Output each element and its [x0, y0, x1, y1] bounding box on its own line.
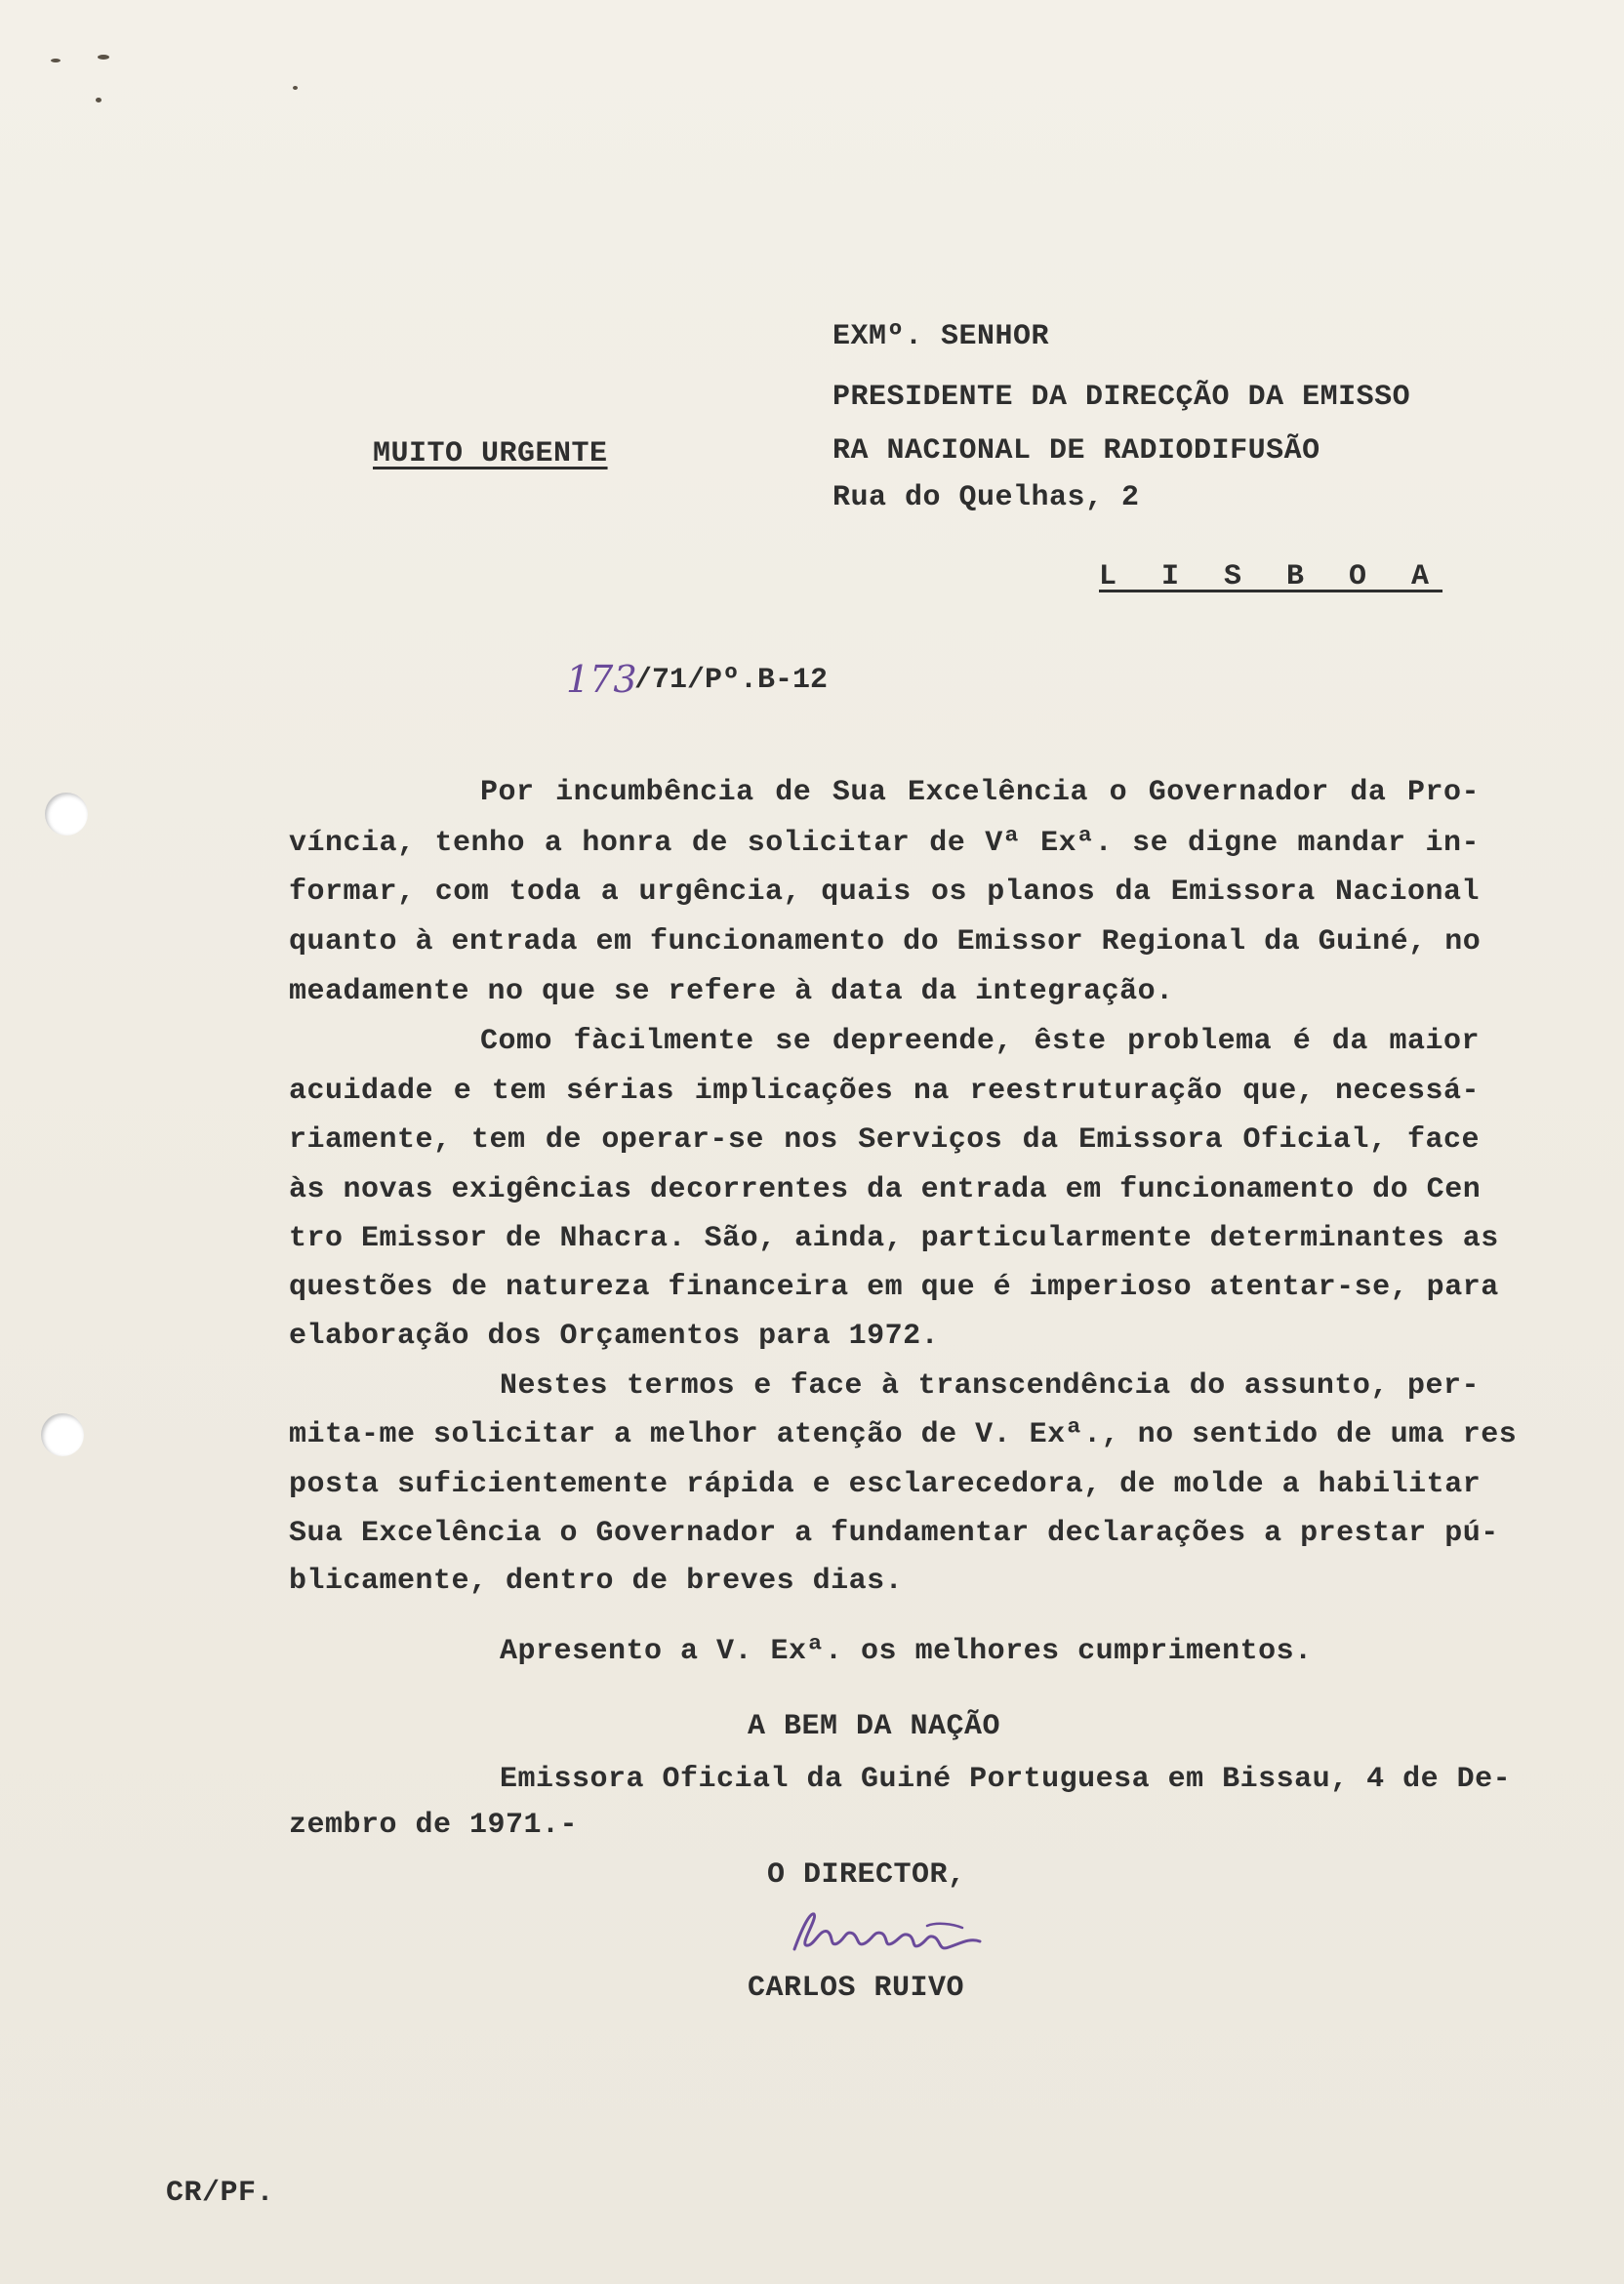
- signatory-title: O DIRECTOR,: [767, 1858, 966, 1892]
- body-line: Nestes termos e face à transcendência do assunto, per-: [500, 1369, 1480, 1403]
- body-line: víncia, tenho a honra de solicitar de Vª Exª. se digne mandar in-: [289, 827, 1480, 860]
- urgency-label: MUITO URGENTE: [373, 437, 608, 470]
- ink-speck: [51, 59, 61, 62]
- body-line: elaboração dos Orçamentos para 1972.: [289, 1320, 940, 1353]
- body-line: às novas exigências decorrentes da entrada em funcionamento do Cen: [289, 1173, 1482, 1206]
- body-line: blicamente, dentro de breves dias.: [289, 1565, 904, 1598]
- reference-code: /71/Pº.B-12: [634, 664, 829, 697]
- closing-line: Apresento a V. Exª. os melhores cumprimentos.: [500, 1635, 1313, 1668]
- recipient-line-1: PRESIDENTE DA DIRECÇÃO DA EMISSO: [832, 381, 1411, 414]
- body-line: Por incumbência de Sua Excelência o Governador da Pro-: [480, 776, 1480, 809]
- body-line: questões de natureza financeira em que é imperioso atentar-se, para: [289, 1271, 1499, 1304]
- place-date-line: zembro de 1971.-: [289, 1809, 579, 1842]
- recipient-line-2: RA NACIONAL DE RADIODIFUSÃO: [832, 434, 1320, 468]
- body-line: tro Emissor de Nhacra. São, ainda, particularmente determinantes as: [289, 1222, 1499, 1255]
- typist-initials: CR/PF.: [166, 2177, 275, 2210]
- body-line: acuidade e tem sérias implicações na reestruturação que, necessá-: [289, 1075, 1480, 1108]
- signature-scribble: [781, 1898, 995, 1967]
- punch-hole: [45, 793, 88, 836]
- ink-speck: [98, 55, 109, 60]
- recipient-address: Rua do Quelhas, 2: [832, 481, 1140, 514]
- punch-hole: [41, 1413, 84, 1456]
- motto: A BEM DA NAÇÃO: [748, 1710, 1001, 1743]
- reference-handwritten-number: 173: [566, 658, 637, 701]
- body-line: formar, com toda a urgência, quais os planos da Emissora Nacional: [289, 876, 1480, 909]
- body-line: posta suficientemente rápida e esclarecedora, de molde a habilitar: [289, 1468, 1482, 1501]
- body-line: quanto à entrada em funcionamento do Emissor Regional da Guiné, no: [289, 925, 1482, 958]
- ink-speck: [96, 98, 102, 102]
- body-line: riamente, tem de operar-se nos Serviços da Emissora Oficial, face: [289, 1123, 1480, 1157]
- place-date-line: Emissora Oficial da Guiné Portuguesa em Bissau, 4 de De-: [500, 1763, 1512, 1796]
- body-line: mita-me solicitar a melhor atenção de V. Exª., no sentido de uma res: [289, 1418, 1518, 1451]
- recipient-city: L I S B O A: [1099, 560, 1443, 593]
- signatory-name: CARLOS RUIVO: [748, 1972, 965, 2005]
- recipient-salutation: EXMº. SENHOR: [832, 320, 1050, 353]
- body-line: meadamente no que se refere à data da integração.: [289, 975, 1174, 1008]
- body-line: Sua Excelência o Governador a fundamentar declarações a prestar pú-: [289, 1517, 1499, 1550]
- body-line: Como fàcilmente se depreende, êste problema é da maior: [480, 1025, 1480, 1058]
- ink-speck: [293, 86, 298, 90]
